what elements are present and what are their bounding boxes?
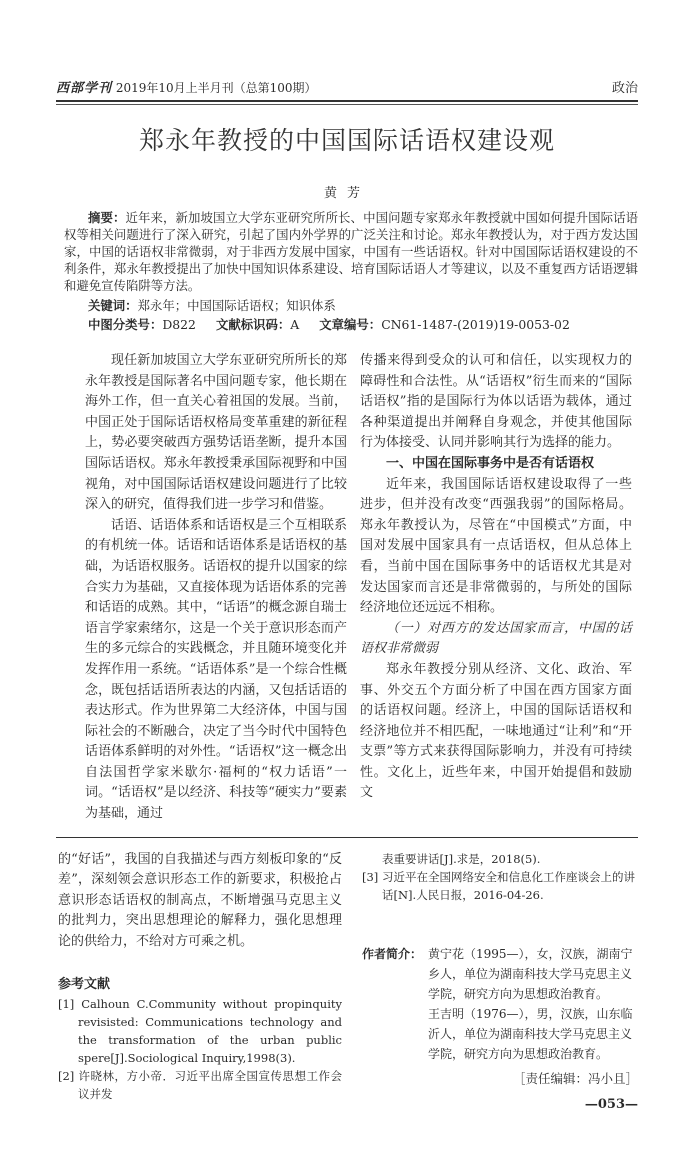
header-rule (56, 100, 638, 102)
author-introduction (362, 944, 638, 1064)
issue-info: 2019年10月上半月刊（总第100期） (115, 81, 317, 95)
paragraph: 的“好话”，我国的自我描述与西方刻板印象的“反差”，深刻领会意识形态工作的新要求，积极抢占意识形态话语权的制高点，不断增强马克思主义的批判力，突出思想理论的解释力，强化思想理论的供给力，不给对方可乘之机。 (58, 851, 342, 950)
keywords-label: 关键词： (88, 298, 138, 313)
paragraph: 郑永年教授分别从经济、文化、政治、军事、外交五个方面分析了中国在西方国家方面的话语权问题。经济上，中国的国际话语权和经济地位并不相匹配，一味地通过“让利”和“开支票”等方式来获得国际影响力，并没有可持续性。文化上，近些年来，中国开始提倡和鼓励文 (360, 661, 632, 801)
body-columns (85, 351, 632, 825)
lower-left-column (58, 850, 342, 1114)
article-no-value: CN61-1487-(2019)19-0053-02 (381, 317, 570, 332)
paragraph: 近年来，我国国际话语权建设取得了一些进步，但并没有改变“西强我弱”的国际格局。郑永年教授认为，尽管在“中国模式”方面，中国对发展中国家具有一点话语权，但从总体上看，当前中国在国际事务中的话语权尤其是对发达国家而言还是非常微弱的，与所处的国际经济地位还远远不相称。 (360, 476, 632, 616)
running-header-left (56, 77, 317, 96)
classification-line (88, 316, 638, 333)
subsection-heading: （一）对西方的发达国家而言，中国的话语权非常微弱 (360, 620, 632, 657)
clc-label: 中图分类号： (88, 317, 163, 332)
paragraph: 传播来得到受众的认可和信任，以实现权力的障碍性和合法性。从“话语权”衍生而来的“国际话语权”指的是国际行为体以话语为载体，通过各种渠道提出并阐释自身观念，并使其他国际行为体接受、认同并影响其行为选择的能力。 (360, 353, 632, 451)
body-column-left (85, 351, 347, 825)
reference-item: [1] Calhoun C.Community without propinquity revisisted: Communications technology and the transformation of the urban public spere[J].Sociological Inquiry,1998(3). (58, 996, 342, 1065)
article-title: 郑永年教授的中国国际话语权建设观 (138, 126, 555, 155)
reference-item: [3] 习近平在全国网络安全和信息化工作座谈会上的讲话[N].人民日报，2016-04-26. (362, 869, 635, 902)
author-intro-body (428, 944, 638, 1064)
responsible-editor: ［责任编辑：冯小且］ (512, 1070, 638, 1086)
clc-value: D822 (162, 317, 196, 332)
article-no-item (319, 316, 570, 333)
page-number: —053— (584, 1096, 638, 1112)
section-label: 政治 (611, 81, 638, 96)
article-no-label: 文章编号： (319, 317, 382, 332)
author-byline: 黄芳 (323, 186, 370, 201)
running-header (56, 77, 638, 96)
author-bio: 黄宁花（1995—），女，汉族，湖南宁乡人，单位为湖南科技大学马克思主义学院，研究方向为思想政治教育。 (428, 946, 633, 1001)
paragraph: 话语、话语体系和话语权是三个互相联系的有机统一体。话语和话语体系是话语权的基础，为话语权服务。话语权的提升以国家的综合实力为基础，又直接体现为话语体系的完善和话语的成熟。其中，“话语”的概念源自瑞士语言学家索绪尔，这是一个关于意识形态而产生的多元综合的实践概念，并且随环境变化并发挥作用一系统。“话语体系”是一个综合性概念，既包括话语所表达的内涵，又包括话语的表达形式。作为世界第二大经济体，中国与国际社会的不断融合，决定了当今时代中国特色话语体系鲜明的对外性。“话语权”这一概念出自法国哲学家米歇尔·福柯的“权力话语”一词。“话语权”是以经济、科技等“硬实力”要素为基础，通过 (85, 517, 347, 822)
paragraph: 现任新加坡国立大学东亚研究所所长的郑永年教授是国际著名中国问题专家，他长期在海外工作，但一直关心着祖国的发展。当前，中国正处于国际话语权格局变革重建的新征程上，势必要突破西方强势话语垄断，提升本国国际话语权。郑永年教授秉承国际视野和中国视角，对中国国际话语权建设问题进行了比较深入的研究，值得我们进一步学习和借鉴。 (85, 353, 347, 513)
page-divider (56, 837, 638, 838)
clc-item (88, 316, 196, 333)
abstract-text: 近年来，新加坡国立大学东亚研究所所长、中国问题专家郑永年教授就中国如何提升国际话语权等相关问题进行了深入研究，引起了国内外学界的广泛关注和讨论。郑永年教授认为，对于西方发达国家，中国的话语权非常微弱，对于非西方发展中国家，中国有一些话语权。针对中国国际话语权建设的不利条件，郑永年教授提出了加快中国知识体系建设、培育国际话语人才等建议，以及不重复西方话语逻辑和避免宣传陷阱等方法。 (64, 210, 639, 293)
header-rule-thin (56, 104, 638, 105)
doc-code-item (216, 316, 299, 333)
reference-continuation: 表重要讲话[J].求是，2018(5). (382, 851, 541, 866)
section-heading: 一、中国在国际事务中是否有话语权 (386, 455, 595, 471)
reference-item: [2] 许晓林，方小帝．习近平出席全国宣传思想工作会议并发 (58, 1068, 342, 1101)
doc-code-label: 文献标识码： (215, 317, 291, 332)
doc-code-value: A (290, 317, 300, 332)
body-column-right (360, 351, 632, 825)
lower-section (56, 850, 638, 1114)
lower-right-column (362, 850, 638, 1114)
keywords (88, 297, 638, 314)
author-bio: 王吉明（1976—），男，汉族，山东临沂人，单位为湖南科技大学马克思主义学院，研究方向为思想政治教育。 (428, 1006, 633, 1061)
references-heading: 参考文献 (58, 976, 111, 992)
abstract (64, 209, 638, 294)
author-intro-label: 作者简介： (362, 946, 423, 961)
journal-logo: 西部学刊 (56, 81, 113, 96)
keywords-text: 郑永年；中国国际话语权；知识体系 (137, 298, 336, 313)
abstract-label: 摘要： (88, 210, 126, 225)
